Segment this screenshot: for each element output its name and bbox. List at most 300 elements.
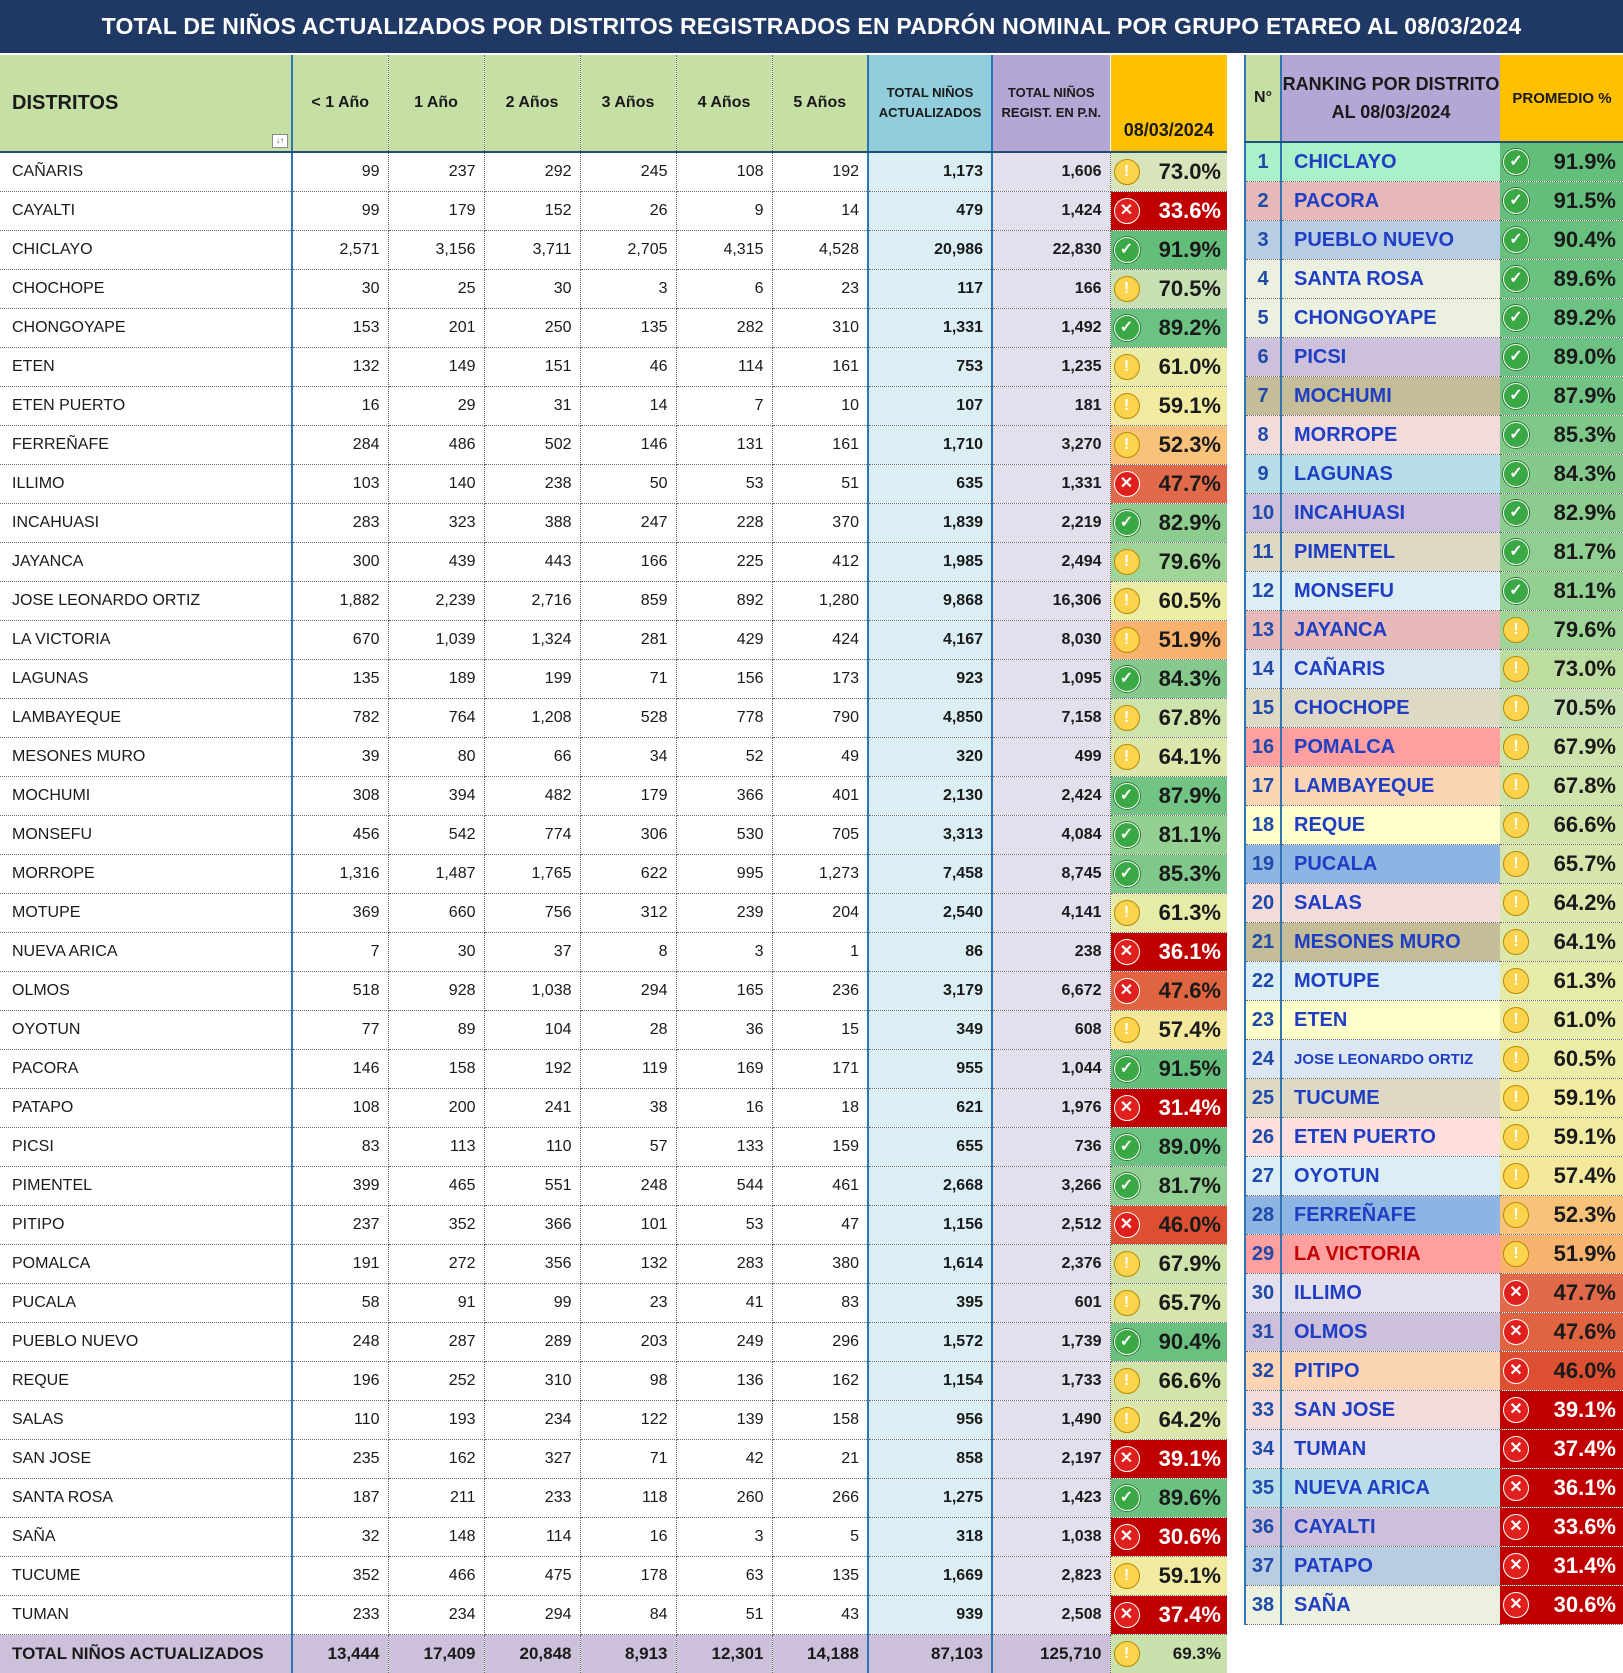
age-5-count: 4,528 xyxy=(772,231,868,270)
percentage-value: 51.9% xyxy=(1554,1241,1616,1267)
ranking-row xyxy=(1245,1313,1623,1352)
age-0-count: 283 xyxy=(292,504,388,543)
age-2-count: 443 xyxy=(484,543,580,582)
percentage-value: 89.6% xyxy=(1554,266,1616,292)
age-2-count: 114 xyxy=(484,1518,580,1557)
age-3-count: 306 xyxy=(580,816,676,855)
age-3-count: 146 xyxy=(580,426,676,465)
total-actualizados: 1,614 xyxy=(868,1245,992,1284)
total-actualizados: 1,839 xyxy=(868,504,992,543)
age-3-count: 179 xyxy=(580,777,676,816)
percentage-value: 64.1% xyxy=(1554,929,1616,955)
header-age-0: < 1 Año xyxy=(292,55,388,152)
age-4-count: 6 xyxy=(676,270,772,309)
ranking-position: 31 xyxy=(1245,1313,1281,1352)
age-2-count: 3,711 xyxy=(484,231,580,270)
ranking-district-name: FERREÑAFE xyxy=(1281,1196,1500,1235)
x-circle-icon: ✕ xyxy=(1114,198,1140,224)
age-5-count: 370 xyxy=(772,504,868,543)
age-0-count: 399 xyxy=(292,1167,388,1206)
warning-circle-icon: ! xyxy=(1114,549,1140,575)
percentage-cell xyxy=(1110,1206,1227,1245)
age-0-count: 670 xyxy=(292,621,388,660)
ranking-position: 25 xyxy=(1245,1079,1281,1118)
ranking-district-name: SANTA ROSA xyxy=(1281,260,1500,299)
percentage-value: 57.4% xyxy=(1159,1017,1221,1043)
percentage-cell xyxy=(1110,1011,1227,1050)
age-5-count: 47 xyxy=(772,1206,868,1245)
total-registrados: 1,095 xyxy=(992,660,1110,699)
warning-circle-icon: ! xyxy=(1503,617,1529,643)
age-3-count: 46 xyxy=(580,348,676,387)
district-name: ETEN PUERTO xyxy=(0,387,292,426)
table-row xyxy=(0,1401,1227,1440)
ranking-row xyxy=(1245,767,1623,806)
x-circle-icon: ✕ xyxy=(1114,978,1140,1004)
age-1-count: 29 xyxy=(388,387,484,426)
total-actualizados: 86 xyxy=(868,933,992,972)
percentage-value: 60.5% xyxy=(1159,588,1221,614)
age-3-count: 2,705 xyxy=(580,231,676,270)
age-5-count: 14 xyxy=(772,192,868,231)
report-title: TOTAL DE NIÑOS ACTUALIZADOS POR DISTRITOS REGISTRADOS EN PADRÓN NOMINAL POR GRUPO ETAREO AL 08/03/2024 xyxy=(0,0,1623,53)
header-total-actualizados xyxy=(868,55,992,152)
age-0-count: 518 xyxy=(292,972,388,1011)
percentage-value: 30.6% xyxy=(1554,1592,1616,1618)
ranking-district-name: INCAHUASI xyxy=(1281,494,1500,533)
age-2-count: 482 xyxy=(484,777,580,816)
percentage-value: 57.4% xyxy=(1554,1163,1616,1189)
warning-circle-icon: ! xyxy=(1114,393,1140,419)
table-row xyxy=(0,231,1227,270)
age-5-count: 15 xyxy=(772,1011,868,1050)
percentage-value: 89.0% xyxy=(1159,1134,1221,1160)
district-name: TUMAN xyxy=(0,1596,292,1635)
x-circle-icon: ✕ xyxy=(1503,1280,1529,1306)
total-registrados: 16,306 xyxy=(992,582,1110,621)
warning-circle-icon: ! xyxy=(1114,432,1140,458)
ranking-row xyxy=(1245,1274,1623,1313)
age-3-count: 528 xyxy=(580,699,676,738)
x-circle-icon: ✕ xyxy=(1503,1475,1529,1501)
percentage-value: 64.1% xyxy=(1159,744,1221,770)
ranking-promedio-cell xyxy=(1500,1547,1623,1586)
percentage-cell xyxy=(1110,1323,1227,1362)
ranking-promedio-cell xyxy=(1500,260,1623,299)
age-3-count: 101 xyxy=(580,1206,676,1245)
ranking-district-name: PUEBLO NUEVO xyxy=(1281,221,1500,260)
total-actualizados: 3,179 xyxy=(868,972,992,1011)
ranking-district-name: CHONGOYAPE xyxy=(1281,299,1500,338)
header-total-registrados-line2: REGIST. EN P.N. xyxy=(993,103,1110,123)
ranking-district-name: PACORA xyxy=(1281,182,1500,221)
ranking-position: 16 xyxy=(1245,728,1281,767)
warning-circle-icon: ! xyxy=(1503,773,1529,799)
age-0-count: 13,444 xyxy=(292,1635,388,1673)
percentage-value: 59.1% xyxy=(1554,1124,1616,1150)
ranking-row xyxy=(1245,806,1623,845)
percentage-cell xyxy=(1110,1284,1227,1323)
age-1-count: 193 xyxy=(388,1401,484,1440)
table-row xyxy=(0,1479,1227,1518)
ranking-row xyxy=(1245,572,1623,611)
ranking-promedio-cell xyxy=(1500,416,1623,455)
age-1-count: 764 xyxy=(388,699,484,738)
age-1-count: 211 xyxy=(388,1479,484,1518)
district-name: MONSEFU xyxy=(0,816,292,855)
percentage-value: 89.2% xyxy=(1554,305,1616,331)
district-name: PUCALA xyxy=(0,1284,292,1323)
ranking-promedio-cell xyxy=(1500,650,1623,689)
age-0-count: 233 xyxy=(292,1596,388,1635)
total-registrados: 1,739 xyxy=(992,1323,1110,1362)
percentage-value: 61.3% xyxy=(1159,900,1221,926)
age-4-count: 3 xyxy=(676,1518,772,1557)
percentage-value: 89.2% xyxy=(1159,315,1221,341)
ranking-district-name: PIMENTEL xyxy=(1281,533,1500,572)
table-row xyxy=(0,621,1227,660)
age-4-count: 169 xyxy=(676,1050,772,1089)
ranking-header-name xyxy=(1281,55,1500,142)
x-circle-icon: ✕ xyxy=(1114,1446,1140,1472)
ranking-position: 33 xyxy=(1245,1391,1281,1430)
district-name: PIMENTEL xyxy=(0,1167,292,1206)
age-5-count: 296 xyxy=(772,1323,868,1362)
ranking-promedio-cell xyxy=(1500,1235,1623,1274)
ranking-promedio-cell xyxy=(1500,845,1623,884)
x-circle-icon: ✕ xyxy=(1503,1436,1529,1462)
age-3-count: 8,913 xyxy=(580,1635,676,1673)
age-1-count: 30 xyxy=(388,933,484,972)
percentage-cell xyxy=(1110,1050,1227,1089)
table-row xyxy=(0,1206,1227,1245)
table-row xyxy=(0,777,1227,816)
check-circle-icon: ✓ xyxy=(1503,149,1529,175)
age-1-count: 323 xyxy=(388,504,484,543)
ranking-position: 15 xyxy=(1245,689,1281,728)
age-5-count: 14,188 xyxy=(772,1635,868,1673)
age-4-count: 778 xyxy=(676,699,772,738)
total-registrados: 166 xyxy=(992,270,1110,309)
total-registrados: 1,976 xyxy=(992,1089,1110,1128)
percentage-value: 90.4% xyxy=(1159,1329,1221,1355)
percentage-value: 82.9% xyxy=(1554,500,1616,526)
age-1-count: 928 xyxy=(388,972,484,1011)
ranking-row xyxy=(1245,221,1623,260)
age-2-count: 104 xyxy=(484,1011,580,1050)
age-0-count: 132 xyxy=(292,348,388,387)
percentage-cell xyxy=(1110,1635,1227,1673)
percentage-value: 67.8% xyxy=(1159,705,1221,731)
ranking-district-name: MOTUPE xyxy=(1281,962,1500,1001)
total-actualizados: 1,710 xyxy=(868,426,992,465)
percentage-value: 52.3% xyxy=(1159,432,1221,458)
ranking-position: 17 xyxy=(1245,767,1281,806)
district-name: SALAS xyxy=(0,1401,292,1440)
percentage-cell xyxy=(1110,1245,1227,1284)
age-2-count: 356 xyxy=(484,1245,580,1284)
ranking-row xyxy=(1245,1430,1623,1469)
warning-circle-icon: ! xyxy=(1114,1641,1140,1667)
ranking-promedio-cell xyxy=(1500,572,1623,611)
percentage-value: 37.4% xyxy=(1159,1602,1221,1628)
percentage-cell xyxy=(1110,660,1227,699)
ranking-position: 35 xyxy=(1245,1469,1281,1508)
age-4-count: 260 xyxy=(676,1479,772,1518)
total-actualizados: 939 xyxy=(868,1596,992,1635)
ranking-row xyxy=(1245,338,1623,377)
percentage-cell xyxy=(1110,738,1227,777)
district-name: REQUE xyxy=(0,1362,292,1401)
table-row xyxy=(0,1518,1227,1557)
age-0-count: 308 xyxy=(292,777,388,816)
percentage-cell xyxy=(1110,152,1227,192)
header-age-3: 3 Años xyxy=(580,55,676,152)
ranking-district-name: MESONES MURO xyxy=(1281,923,1500,962)
check-circle-icon: ✓ xyxy=(1503,266,1529,292)
ranking-district-name: SAÑA xyxy=(1281,1586,1500,1625)
age-2-count: 151 xyxy=(484,348,580,387)
warning-circle-icon: ! xyxy=(1114,900,1140,926)
warning-circle-icon: ! xyxy=(1503,851,1529,877)
ranking-position: 21 xyxy=(1245,923,1281,962)
total-actualizados: 20,986 xyxy=(868,231,992,270)
percentage-value: 66.6% xyxy=(1159,1368,1221,1394)
age-4-count: 139 xyxy=(676,1401,772,1440)
age-3-count: 245 xyxy=(580,152,676,192)
total-actualizados: 621 xyxy=(868,1089,992,1128)
ranking-position: 34 xyxy=(1245,1430,1281,1469)
age-5-count: 23 xyxy=(772,270,868,309)
x-circle-icon: ✕ xyxy=(1503,1553,1529,1579)
percentage-cell xyxy=(1110,270,1227,309)
ranking-row xyxy=(1245,728,1623,767)
ranking-position: 29 xyxy=(1245,1235,1281,1274)
age-3-count: 16 xyxy=(580,1518,676,1557)
age-3-count: 166 xyxy=(580,543,676,582)
ranking-row xyxy=(1245,1196,1623,1235)
age-5-count: 135 xyxy=(772,1557,868,1596)
age-0-count: 153 xyxy=(292,309,388,348)
percentage-cell xyxy=(1110,972,1227,1011)
total-actualizados: 2,668 xyxy=(868,1167,992,1206)
district-name: CHICLAYO xyxy=(0,231,292,270)
total-registrados: 3,266 xyxy=(992,1167,1110,1206)
age-1-count: 272 xyxy=(388,1245,484,1284)
total-actualizados: 635 xyxy=(868,465,992,504)
age-2-count: 66 xyxy=(484,738,580,777)
total-registrados: 2,219 xyxy=(992,504,1110,543)
total-actualizados: 858 xyxy=(868,1440,992,1479)
ranking-position: 13 xyxy=(1245,611,1281,650)
check-circle-icon: ✓ xyxy=(1114,1485,1140,1511)
ranking-promedio-cell xyxy=(1500,767,1623,806)
percentage-value: 37.4% xyxy=(1554,1436,1616,1462)
age-0-count: 369 xyxy=(292,894,388,933)
total-actualizados: 1,173 xyxy=(868,152,992,192)
ranking-district-name: CAYALTI xyxy=(1281,1508,1500,1547)
ranking-row xyxy=(1245,884,1623,923)
x-circle-icon: ✕ xyxy=(1114,1524,1140,1550)
ranking-promedio-cell xyxy=(1500,1469,1623,1508)
table-row xyxy=(0,582,1227,621)
age-1-count: 1,039 xyxy=(388,621,484,660)
districts-table xyxy=(0,55,1227,1673)
sort-filter-icon[interactable]: ↓↑ xyxy=(272,134,288,148)
ranking-position: 9 xyxy=(1245,455,1281,494)
district-name: ETEN xyxy=(0,348,292,387)
x-circle-icon: ✕ xyxy=(1503,1358,1529,1384)
age-5-count: 49 xyxy=(772,738,868,777)
ranking-position: 6 xyxy=(1245,338,1281,377)
age-0-count: 110 xyxy=(292,1401,388,1440)
age-3-count: 135 xyxy=(580,309,676,348)
total-actualizados: 107 xyxy=(868,387,992,426)
age-0-count: 235 xyxy=(292,1440,388,1479)
percentage-cell xyxy=(1110,699,1227,738)
ranking-position: 22 xyxy=(1245,962,1281,1001)
total-registrados: 3,270 xyxy=(992,426,1110,465)
age-4-count: 249 xyxy=(676,1323,772,1362)
ranking-row xyxy=(1245,377,1623,416)
ranking-position: 38 xyxy=(1245,1586,1281,1625)
ranking-district-name: OYOTUN xyxy=(1281,1157,1500,1196)
ranking-row xyxy=(1245,142,1623,182)
total-registrados: 1,424 xyxy=(992,192,1110,231)
age-1-count: 486 xyxy=(388,426,484,465)
total-actualizados: 1,156 xyxy=(868,1206,992,1245)
age-5-count: 380 xyxy=(772,1245,868,1284)
age-4-count: 42 xyxy=(676,1440,772,1479)
table-row xyxy=(0,894,1227,933)
ranking-district-name: OLMOS xyxy=(1281,1313,1500,1352)
age-0-count: 103 xyxy=(292,465,388,504)
ranking-promedio-cell xyxy=(1500,142,1623,182)
warning-circle-icon: ! xyxy=(1503,1163,1529,1189)
age-2-count: 1,765 xyxy=(484,855,580,894)
percentage-cell xyxy=(1110,465,1227,504)
percentage-cell xyxy=(1110,1440,1227,1479)
age-0-count: 99 xyxy=(292,152,388,192)
ranking-position: 30 xyxy=(1245,1274,1281,1313)
district-name: MESONES MURO xyxy=(0,738,292,777)
percentage-value: 69.3% xyxy=(1173,1644,1221,1664)
ranking-district-name: MOCHUMI xyxy=(1281,377,1500,416)
ranking-position: 12 xyxy=(1245,572,1281,611)
age-3-count: 71 xyxy=(580,660,676,699)
percentage-cell xyxy=(1110,1557,1227,1596)
ranking-position: 14 xyxy=(1245,650,1281,689)
warning-circle-icon: ! xyxy=(1114,627,1140,653)
total-registrados: 2,508 xyxy=(992,1596,1110,1635)
percentage-value: 47.6% xyxy=(1554,1319,1616,1345)
ranking-row xyxy=(1245,299,1623,338)
age-2-count: 234 xyxy=(484,1401,580,1440)
percentage-value: 65.7% xyxy=(1159,1290,1221,1316)
age-1-count: 158 xyxy=(388,1050,484,1089)
table-row xyxy=(0,387,1227,426)
age-3-count: 119 xyxy=(580,1050,676,1089)
ranking-district-name: JOSE LEONARDO ORTIZ xyxy=(1281,1040,1500,1079)
ranking-header-promedio: PROMEDIO % xyxy=(1500,55,1623,142)
ranking-promedio-cell xyxy=(1500,494,1623,533)
district-name: MORROPE xyxy=(0,855,292,894)
ranking-promedio-cell xyxy=(1500,1274,1623,1313)
total-registrados: 4,141 xyxy=(992,894,1110,933)
district-name: PICSI xyxy=(0,1128,292,1167)
warning-circle-icon: ! xyxy=(1503,1124,1529,1150)
ranking-row xyxy=(1245,1469,1623,1508)
check-circle-icon: ✓ xyxy=(1503,188,1529,214)
age-0-count: 30 xyxy=(292,270,388,309)
ranking-row xyxy=(1245,455,1623,494)
percentage-value: 81.1% xyxy=(1159,822,1221,848)
age-2-count: 238 xyxy=(484,465,580,504)
x-circle-icon: ✕ xyxy=(1503,1319,1529,1345)
total-actualizados: 349 xyxy=(868,1011,992,1050)
ranking-position: 37 xyxy=(1245,1547,1281,1586)
percentage-cell xyxy=(1110,1479,1227,1518)
age-3-count: 34 xyxy=(580,738,676,777)
age-4-count: 429 xyxy=(676,621,772,660)
check-circle-icon: ✓ xyxy=(1114,666,1140,692)
age-1-count: 201 xyxy=(388,309,484,348)
percentage-value: 65.7% xyxy=(1554,851,1616,877)
ranking-position: 32 xyxy=(1245,1352,1281,1391)
age-0-count: 284 xyxy=(292,426,388,465)
total-actualizados: 1,669 xyxy=(868,1557,992,1596)
percentage-value: 87.9% xyxy=(1554,383,1616,409)
age-2-count: 774 xyxy=(484,816,580,855)
table-row xyxy=(0,1128,1227,1167)
check-circle-icon: ✓ xyxy=(1503,539,1529,565)
age-4-count: 41 xyxy=(676,1284,772,1323)
total-actualizados: 1,985 xyxy=(868,543,992,582)
age-1-count: 3,156 xyxy=(388,231,484,270)
percentage-value: 70.5% xyxy=(1159,276,1221,302)
percentage-cell xyxy=(1110,894,1227,933)
warning-circle-icon: ! xyxy=(1503,968,1529,994)
age-1-count: 234 xyxy=(388,1596,484,1635)
percentage-cell xyxy=(1110,1518,1227,1557)
ranking-promedio-cell xyxy=(1500,455,1623,494)
age-3-count: 122 xyxy=(580,1401,676,1440)
ranking-district-name: PUCALA xyxy=(1281,845,1500,884)
percentage-value: 39.1% xyxy=(1159,1446,1221,1472)
age-5-count: 21 xyxy=(772,1440,868,1479)
age-3-count: 312 xyxy=(580,894,676,933)
percentage-value: 82.9% xyxy=(1159,510,1221,536)
percentage-value: 33.6% xyxy=(1159,198,1221,224)
age-2-count: 327 xyxy=(484,1440,580,1479)
warning-circle-icon: ! xyxy=(1114,705,1140,731)
total-registrados: 7,158 xyxy=(992,699,1110,738)
percentage-value: 31.4% xyxy=(1159,1095,1221,1121)
district-name: PITIPO xyxy=(0,1206,292,1245)
ranking-row xyxy=(1245,1352,1623,1391)
percentage-value: 91.5% xyxy=(1159,1056,1221,1082)
table-row xyxy=(0,1050,1227,1089)
age-1-count: 237 xyxy=(388,152,484,192)
header-date: 08/03/2024 xyxy=(1110,55,1227,152)
percentage-value: 61.3% xyxy=(1554,968,1616,994)
district-name: OYOTUN xyxy=(0,1011,292,1050)
ranking-position: 7 xyxy=(1245,377,1281,416)
age-4-count: 3 xyxy=(676,933,772,972)
table-row xyxy=(0,1557,1227,1596)
table-row xyxy=(0,660,1227,699)
ranking-promedio-cell xyxy=(1500,689,1623,728)
